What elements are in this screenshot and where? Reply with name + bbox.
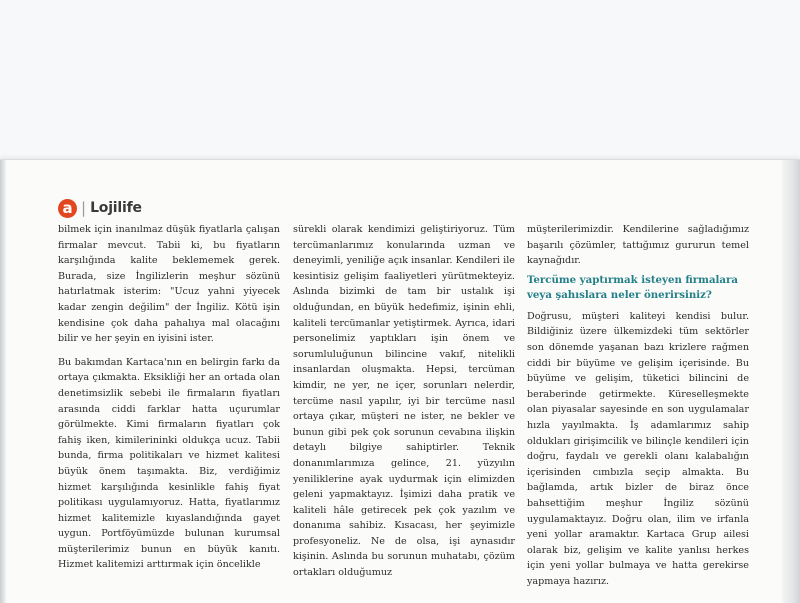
column-3-paragraph-2: Doğrusu, müşteri kaliteyi kendisi bulur. Bildiğiniz üzere ülkemizdeki tüm sektörler son dönemde yaşanan bazı krizlere rağmen ciddi bir büyüme ve gelişim içerisinde. Bu büyüme ve gelişim, tüketici bilincini de beraberinde getirmekte. Küreselleşmekte olan piyasalar sayesinde en son uygulamalar hızla yayılmakta. İş adamlarımız sahip oldukları girişimcilik ve bilinçle kendileri için doğru, faydalı ve gerekli olanı kalabalığın içerisinden cımbızla seçip almakta. Bu bağlamda, artık bizler de biraz önce bahsettiğim meşhur İngiliz sözünü uygulamaktayız. Doğru olan, ilim ve irfanla yeni yollar aramaktır. Kartaca Grup ailesi olarak biz, gelişim ve kalite yanlısı herkes için yeni yollar bulmaya ve hatta gerekirse yapmaya hazırız. bbox=[527, 310, 749, 587]
brand-separator: | bbox=[81, 199, 87, 217]
column-2-paragraph-1: sürekli olarak kendimizi geliştiriyoruz. Tüm tercümanlarımız konularında uzman ve deneyimli, yeniliğe açık insanlar. Kendileri ile kesintisiz gelişim faaliyetleri yürütmekteyiz. Aslında bizimki de tam bir ustalık işi olduğundan, en büyük hedefimiz, işinin ehli, kaliteli tercümanlar yetiştirmek. Ayrıca, idari personelimiz yaptıkları işin önem ve sorumluluğunun bilincine vakıf, nitelikli insanlardan oluşmakta. Hepsi, tercüman kimdir, ne yer, ne içer, sorunları nelerdir, tercüme nasıl yapılır, iyi bir tercüme nasıl ortaya çıkar, müşteri ne ister, ne bekler ve bunun gibi pek çok sorunun cevabına ilişkin detaylı bilgiye sahiptirler. Teknik donanımlarımıza gelince, 21. yüzyılın yeniliklerine ayak uydurmak için elimizden geleni yapmaktayız. İşimizi daha pratik ve kaliteli hâle getirecek pek çok yazılım ve donanıma sahibiz. Kısacası, her şeyimizle profesyoneliz. Ne de olsa, işi aynasıdır kişinin. Aslında bu sorunun muhatabı, çözüm ortakları olduğumuz bbox=[293, 224, 515, 579]
brand-name: Lojilife bbox=[90, 200, 142, 216]
interview-question-heading: Tercüme yaptırmak isteyen firmalara veya şahıslara neler önerirsiniz? bbox=[527, 273, 738, 301]
article-column-2 bbox=[293, 222, 515, 581]
article-column-3 bbox=[527, 222, 749, 589]
scan-background bbox=[0, 0, 800, 160]
column-3-paragraph-1: müşterilerimizdir. Kendilerine sağladığımız başarılı çözümler, tattığımız gururun temel kaynağıdır. bbox=[527, 224, 749, 267]
page-edge bbox=[782, 160, 800, 603]
article-column-1 bbox=[58, 222, 280, 573]
page-crease bbox=[0, 160, 6, 603]
column-1-paragraph-2: Bu bakımdan Kartaca'nın en belirgin farkı da ortaya çıkmakta. Eksikliği her an ortada olan denetimsizlik sebebi ile firmaların fiyatları arasında ciddi farklar hatta uçurumlar görülmekte. Kimi firmaların fiyatları çok fahiş iken, kimilerininki oldukça ucuz. Tabii bunda, firma politikaları ve hizmet kalitesi büyük önem taşımakta. Biz, verdiğimiz hizmet karşılığında kesinlikle fahiş fiyat politikası uygulamıyoruz. Hatta, fiyatlarımız hizmet kalitemizle kıyaslandığında gayet uygun. Portföyümüzde bulunan kurumsal müşterilerimiz bunun en büyük kanıtı. Hizmet kalitemizi arttırmak için öncelikle bbox=[58, 356, 280, 571]
brand-logo-icon: a bbox=[58, 199, 77, 218]
column-1-paragraph-1: bilmek için inanılmaz düşük fiyatlarla çalışan firmalar mevcut. Tabii ki, bu fiyatların karşılığında kalite beklememek gerek. Burada, size İngilizlerin meşhur sözünü hatırlatmak isterim: "Ucuz yahni yiyecek kadar zengin değilim" der İngiliz. Kötü işin kendisine çok daha pahalıya mal olacağını bilir ve her şeyin en iyisini ister. bbox=[58, 224, 280, 345]
magazine-brand bbox=[58, 198, 142, 218]
